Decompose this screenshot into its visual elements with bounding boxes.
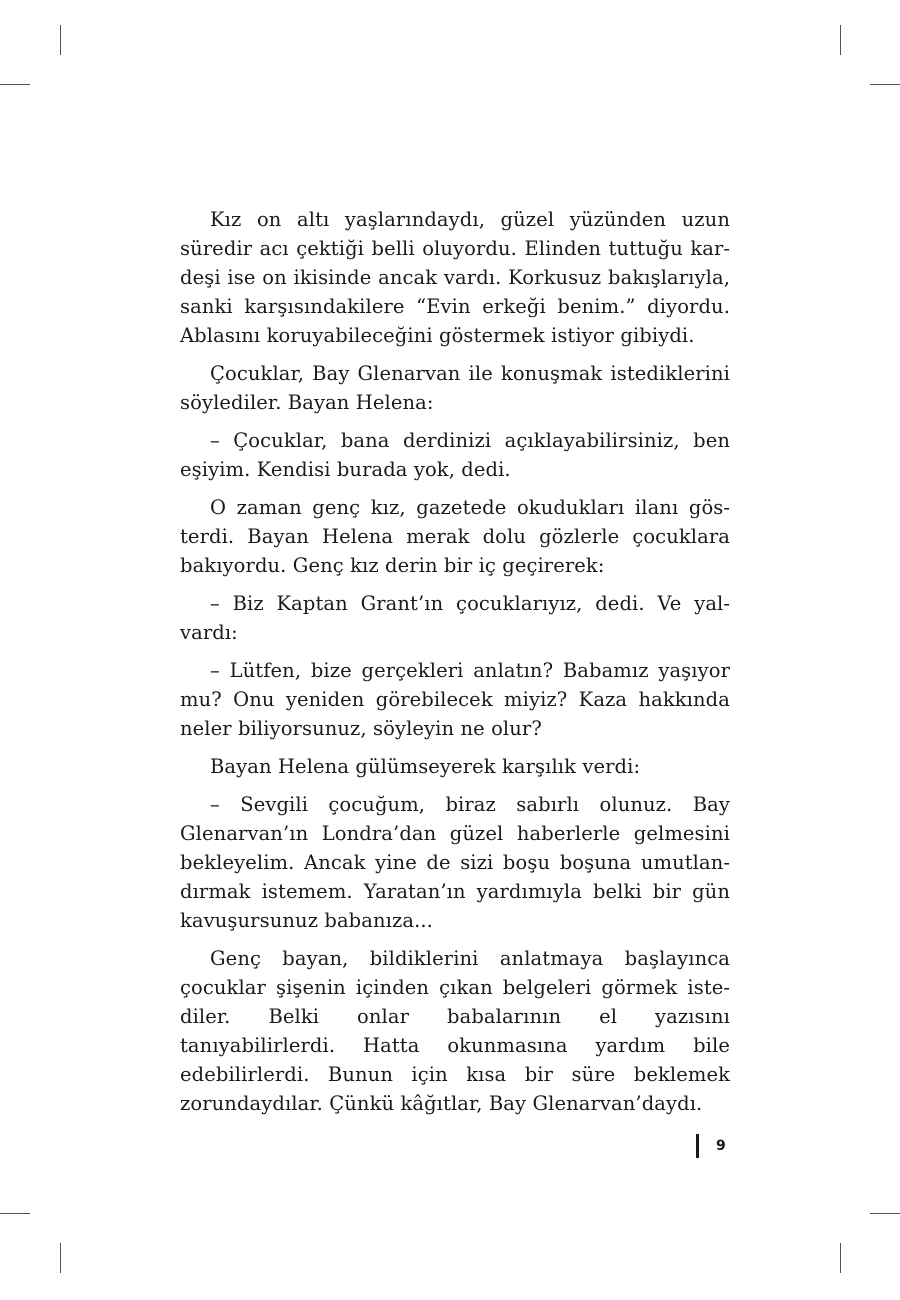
crop-mark-top-right — [840, 25, 841, 55]
crop-mark-bottom-right — [840, 1243, 841, 1273]
crop-mark-right-bottom — [870, 1213, 900, 1214]
crop-mark-left-top — [0, 84, 30, 85]
page-number-bar — [696, 1134, 699, 1158]
crop-mark-top-left — [60, 25, 61, 55]
paragraph: – Sevgili çocuğum, biraz sabırlı olunuz. Bay Glenarvan’ın Londra’dan güzel haberlerle gelmesini bekleyelim. Ancak yine de sizi boşu boşuna umutlandırmak istemem. Yaratan’ın yardımıyla belki bir gün kavuşursunuz babanıza... — [180, 793, 730, 932]
paragraph: Bayan Helena gülümseyerek karşılık verdi: — [210, 755, 641, 778]
paragraph: Genç bayan, bildiklerini anlatmaya başlayınca çocuklar şişenin içinden çıkan belgeleri görmek istediler. Belki onlar babalarının el yazısını tanıyabilirlerdi. Hatta okunmasına yardım bile edebilirlerdi. Bunun için kısa bir süre beklemek zorundaydılar. Çünkü kâğıtlar, Bay Glenarvan’daydı. — [180, 947, 730, 1115]
paragraph: – Çocuklar, bana derdinizi açıklayabilirsiniz, ben eşiyim. Kendisi burada yok, dedi. — [180, 429, 730, 481]
paragraph: – Lütfen, bize gerçekleri anlatın? Babamız yaşıyor mu? Onu yeniden görebilecek miyiz? Kaza hakkında neler biliyorsunuz, söyleyin ne olur? — [180, 659, 730, 740]
paragraph: O zaman genç kız, gazetede okudukları ilanı gösterdi. Bayan Helena merak dolu gözlerle çocuklara bakıyordu. Genç kız derin bir iç geçirerek: — [180, 496, 730, 577]
paragraph: Kız on altı yaşlarındaydı, güzel yüzünden uzun süredir acı çektiği belli oluyordu. Elinden tuttuğu kardeşi ise on ikisinde ancak vardı. Korkusuz bakışlarıyla, sanki karşısındakilere “Evin erkeği benim.” diyordu. Ablasını koruyabileceğini göstermek istiyor gibiydi. — [180, 208, 730, 347]
crop-mark-right-top — [870, 84, 900, 85]
page-footer — [696, 1134, 726, 1158]
crop-mark-left-bottom — [0, 1213, 30, 1214]
paragraph: Çocuklar, Bay Glenarvan ile konuşmak istediklerini söylediler. Bayan Helena: — [180, 362, 730, 414]
crop-mark-bottom-left — [60, 1243, 61, 1273]
paragraph: – Biz Kaptan Grant’ın çocuklarıyız, dedi. Ve yalvardı: — [180, 592, 730, 644]
body-text — [180, 205, 730, 1127]
page-number: 9 — [716, 1138, 726, 1154]
